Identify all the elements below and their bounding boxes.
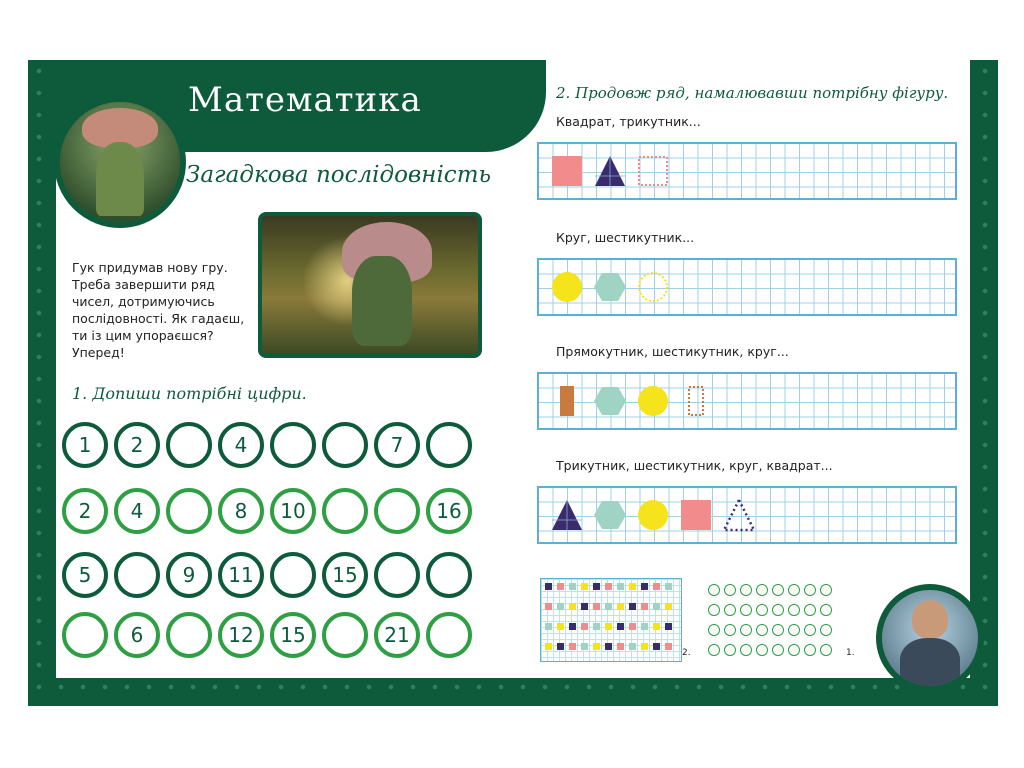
shape-row-label: Круг, шестикутник... — [556, 230, 695, 245]
thumbnail-mark — [581, 583, 588, 590]
thumbnail-circle — [804, 644, 816, 656]
thumbnail-mark — [629, 643, 636, 650]
thumbnail-mark — [557, 583, 564, 590]
thumbnail-circle — [788, 644, 800, 656]
square-shape — [679, 498, 713, 536]
number-circle[interactable]: 15 — [270, 612, 316, 658]
thumbnail-circle — [724, 624, 736, 636]
thumbnail-circle — [756, 604, 768, 616]
dotted-circle-shape — [636, 270, 670, 308]
thumbnail-mark — [569, 603, 576, 610]
thumbnail-circle — [740, 644, 752, 656]
number-circle[interactable] — [374, 552, 420, 598]
rectangle-shape — [550, 384, 584, 422]
thumbnail-circle — [788, 584, 800, 596]
shape-row-label: Квадрат, трикутник... — [556, 114, 701, 129]
number-circle[interactable] — [322, 612, 368, 658]
thumbnail-circle — [756, 584, 768, 596]
hexagon-shape — [593, 498, 627, 536]
number-circle[interactable] — [322, 422, 368, 468]
thumbnail-mark — [665, 643, 672, 650]
shape-row-label: Прямокутник, шестикутник, круг... — [556, 344, 789, 359]
answer-thumbnail-numbers — [708, 584, 848, 662]
number-circle[interactable] — [426, 552, 472, 598]
thumbnail-circle — [820, 604, 832, 616]
triangle-shape — [550, 498, 584, 536]
thumbnail-mark — [593, 583, 600, 590]
number-circle[interactable] — [270, 552, 316, 598]
number-circle[interactable]: 6 — [114, 612, 160, 658]
task2-title: 2. Продовж ряд, намалювавши потрібну фігуру. — [556, 84, 949, 102]
character-medallion-bottom — [876, 584, 984, 692]
thumbnail-mark — [665, 603, 672, 610]
thumbnail-circle — [724, 644, 736, 656]
number-circle[interactable]: 16 — [426, 488, 472, 534]
hexagon-shape — [593, 270, 627, 308]
thumbnail-mark — [605, 623, 612, 630]
thumbnail-mark — [605, 603, 612, 610]
thumbnail-mark — [629, 583, 636, 590]
thumbnail-circle — [756, 644, 768, 656]
thumbnail-mark — [545, 603, 552, 610]
thumbnail-mark — [569, 643, 576, 650]
thumbnail-mark — [593, 603, 600, 610]
number-circle[interactable]: 1 — [62, 422, 108, 468]
number-circle[interactable] — [166, 488, 212, 534]
thumbnail-mark — [545, 583, 552, 590]
thumbnail-circle — [708, 644, 720, 656]
triangle-shape — [593, 154, 627, 192]
thumbnail-mark — [641, 603, 648, 610]
thumbnail-mark — [605, 643, 612, 650]
number-circle[interactable] — [270, 422, 316, 468]
number-circle[interactable]: 2 — [62, 488, 108, 534]
thumbnail-mark — [593, 643, 600, 650]
thumbnail-mark — [641, 623, 648, 630]
thumbnail-circle — [724, 604, 736, 616]
number-circle[interactable] — [114, 552, 160, 598]
thumbnail-circle — [820, 624, 832, 636]
character-medallion-top — [54, 96, 186, 228]
task1-title: 1. Допиши потрібні цифри. — [72, 384, 307, 403]
thumbnail-mark — [653, 583, 660, 590]
thumbnail-mark — [629, 623, 636, 630]
thumbnail-mark — [569, 623, 576, 630]
thumbnail-mark — [665, 583, 672, 590]
thumbnail-mark — [653, 603, 660, 610]
number-circle[interactable]: 5 — [62, 552, 108, 598]
number-circle[interactable] — [426, 422, 472, 468]
thumbnail-circle — [820, 644, 832, 656]
number-circle[interactable]: 15 — [322, 552, 368, 598]
thumbnail-mark — [641, 643, 648, 650]
thumbnail-circle — [772, 584, 784, 596]
thumbnail-mark — [665, 623, 672, 630]
thumbnail-mark — [593, 623, 600, 630]
thumbnail-circle — [788, 604, 800, 616]
circle-shape — [636, 498, 670, 536]
thumbnail-circle — [804, 604, 816, 616]
number-circle[interactable]: 8 — [218, 488, 264, 534]
number-circle[interactable]: 12 — [218, 612, 264, 658]
thumbnail-mark — [617, 583, 624, 590]
answer-label-1: 1. — [846, 648, 855, 658]
thumbnail-mark — [557, 643, 564, 650]
thumbnail-mark — [545, 643, 552, 650]
number-circle[interactable]: 2 — [114, 422, 160, 468]
thumbnail-mark — [545, 623, 552, 630]
number-circle[interactable]: 21 — [374, 612, 420, 658]
thumbnail-circle — [740, 604, 752, 616]
number-circle[interactable] — [322, 488, 368, 534]
thumbnail-circle — [708, 624, 720, 636]
thumbnail-circle — [772, 604, 784, 616]
thumbnail-circle — [772, 624, 784, 636]
circle-shape — [550, 270, 584, 308]
thumbnail-mark — [557, 603, 564, 610]
answer-thumbnail-shapes — [540, 578, 682, 662]
thumbnail-mark — [557, 623, 564, 630]
dotted-rectangle-shape — [679, 384, 713, 422]
thumbnail-mark — [569, 583, 576, 590]
thumbnail-circle — [804, 624, 816, 636]
thumbnail-circle — [804, 584, 816, 596]
hexagon-shape — [593, 384, 627, 422]
number-circle[interactable] — [166, 612, 212, 658]
thumbnail-mark — [641, 583, 648, 590]
shape-row-label: Трикутник, шестикутник, круг, квадрат... — [556, 458, 833, 473]
dotted-square-shape — [636, 154, 670, 192]
answer-label-2: 2. — [682, 648, 691, 658]
story-text: Гук придумав нову гру. Треба завершити ряд чисел, дотримуючись послідовності. Як гадаєш, ти із цим упораєшся? Уперед! — [72, 260, 245, 360]
page-subtitle: Загадкова послідовність — [186, 162, 492, 188]
thumbnail-mark — [653, 643, 660, 650]
number-circle[interactable]: 11 — [218, 552, 264, 598]
thumbnail-circle — [724, 584, 736, 596]
number-circle[interactable] — [374, 488, 420, 534]
thumbnail-circle — [788, 624, 800, 636]
thumbnail-mark — [581, 603, 588, 610]
number-circle[interactable] — [426, 612, 472, 658]
page-title: Математика — [188, 80, 422, 120]
circle-shape — [636, 384, 670, 422]
thumbnail-mark — [629, 603, 636, 610]
thumbnail-mark — [617, 603, 624, 610]
number-circle[interactable] — [166, 422, 212, 468]
thumbnail-circle — [708, 584, 720, 596]
story-photo — [258, 212, 482, 358]
number-circle[interactable] — [62, 612, 108, 658]
number-circle[interactable]: 10 — [270, 488, 316, 534]
thumbnail-circle — [756, 624, 768, 636]
thumbnail-circle — [740, 584, 752, 596]
thumbnail-mark — [617, 643, 624, 650]
thumbnail-mark — [605, 583, 612, 590]
number-circle[interactable]: 4 — [114, 488, 160, 534]
thumbnail-mark — [617, 623, 624, 630]
number-circle[interactable]: 7 — [374, 422, 420, 468]
thumbnail-circle — [820, 584, 832, 596]
square-shape — [550, 154, 584, 192]
thumbnail-mark — [581, 643, 588, 650]
thumbnail-circle — [708, 604, 720, 616]
thumbnail-mark — [581, 623, 588, 630]
number-circle[interactable]: 9 — [166, 552, 212, 598]
number-circle[interactable]: 4 — [218, 422, 264, 468]
thumbnail-mark — [653, 623, 660, 630]
thumbnail-circle — [772, 644, 784, 656]
thumbnail-circle — [740, 624, 752, 636]
dotted-triangle-shape — [722, 498, 756, 536]
